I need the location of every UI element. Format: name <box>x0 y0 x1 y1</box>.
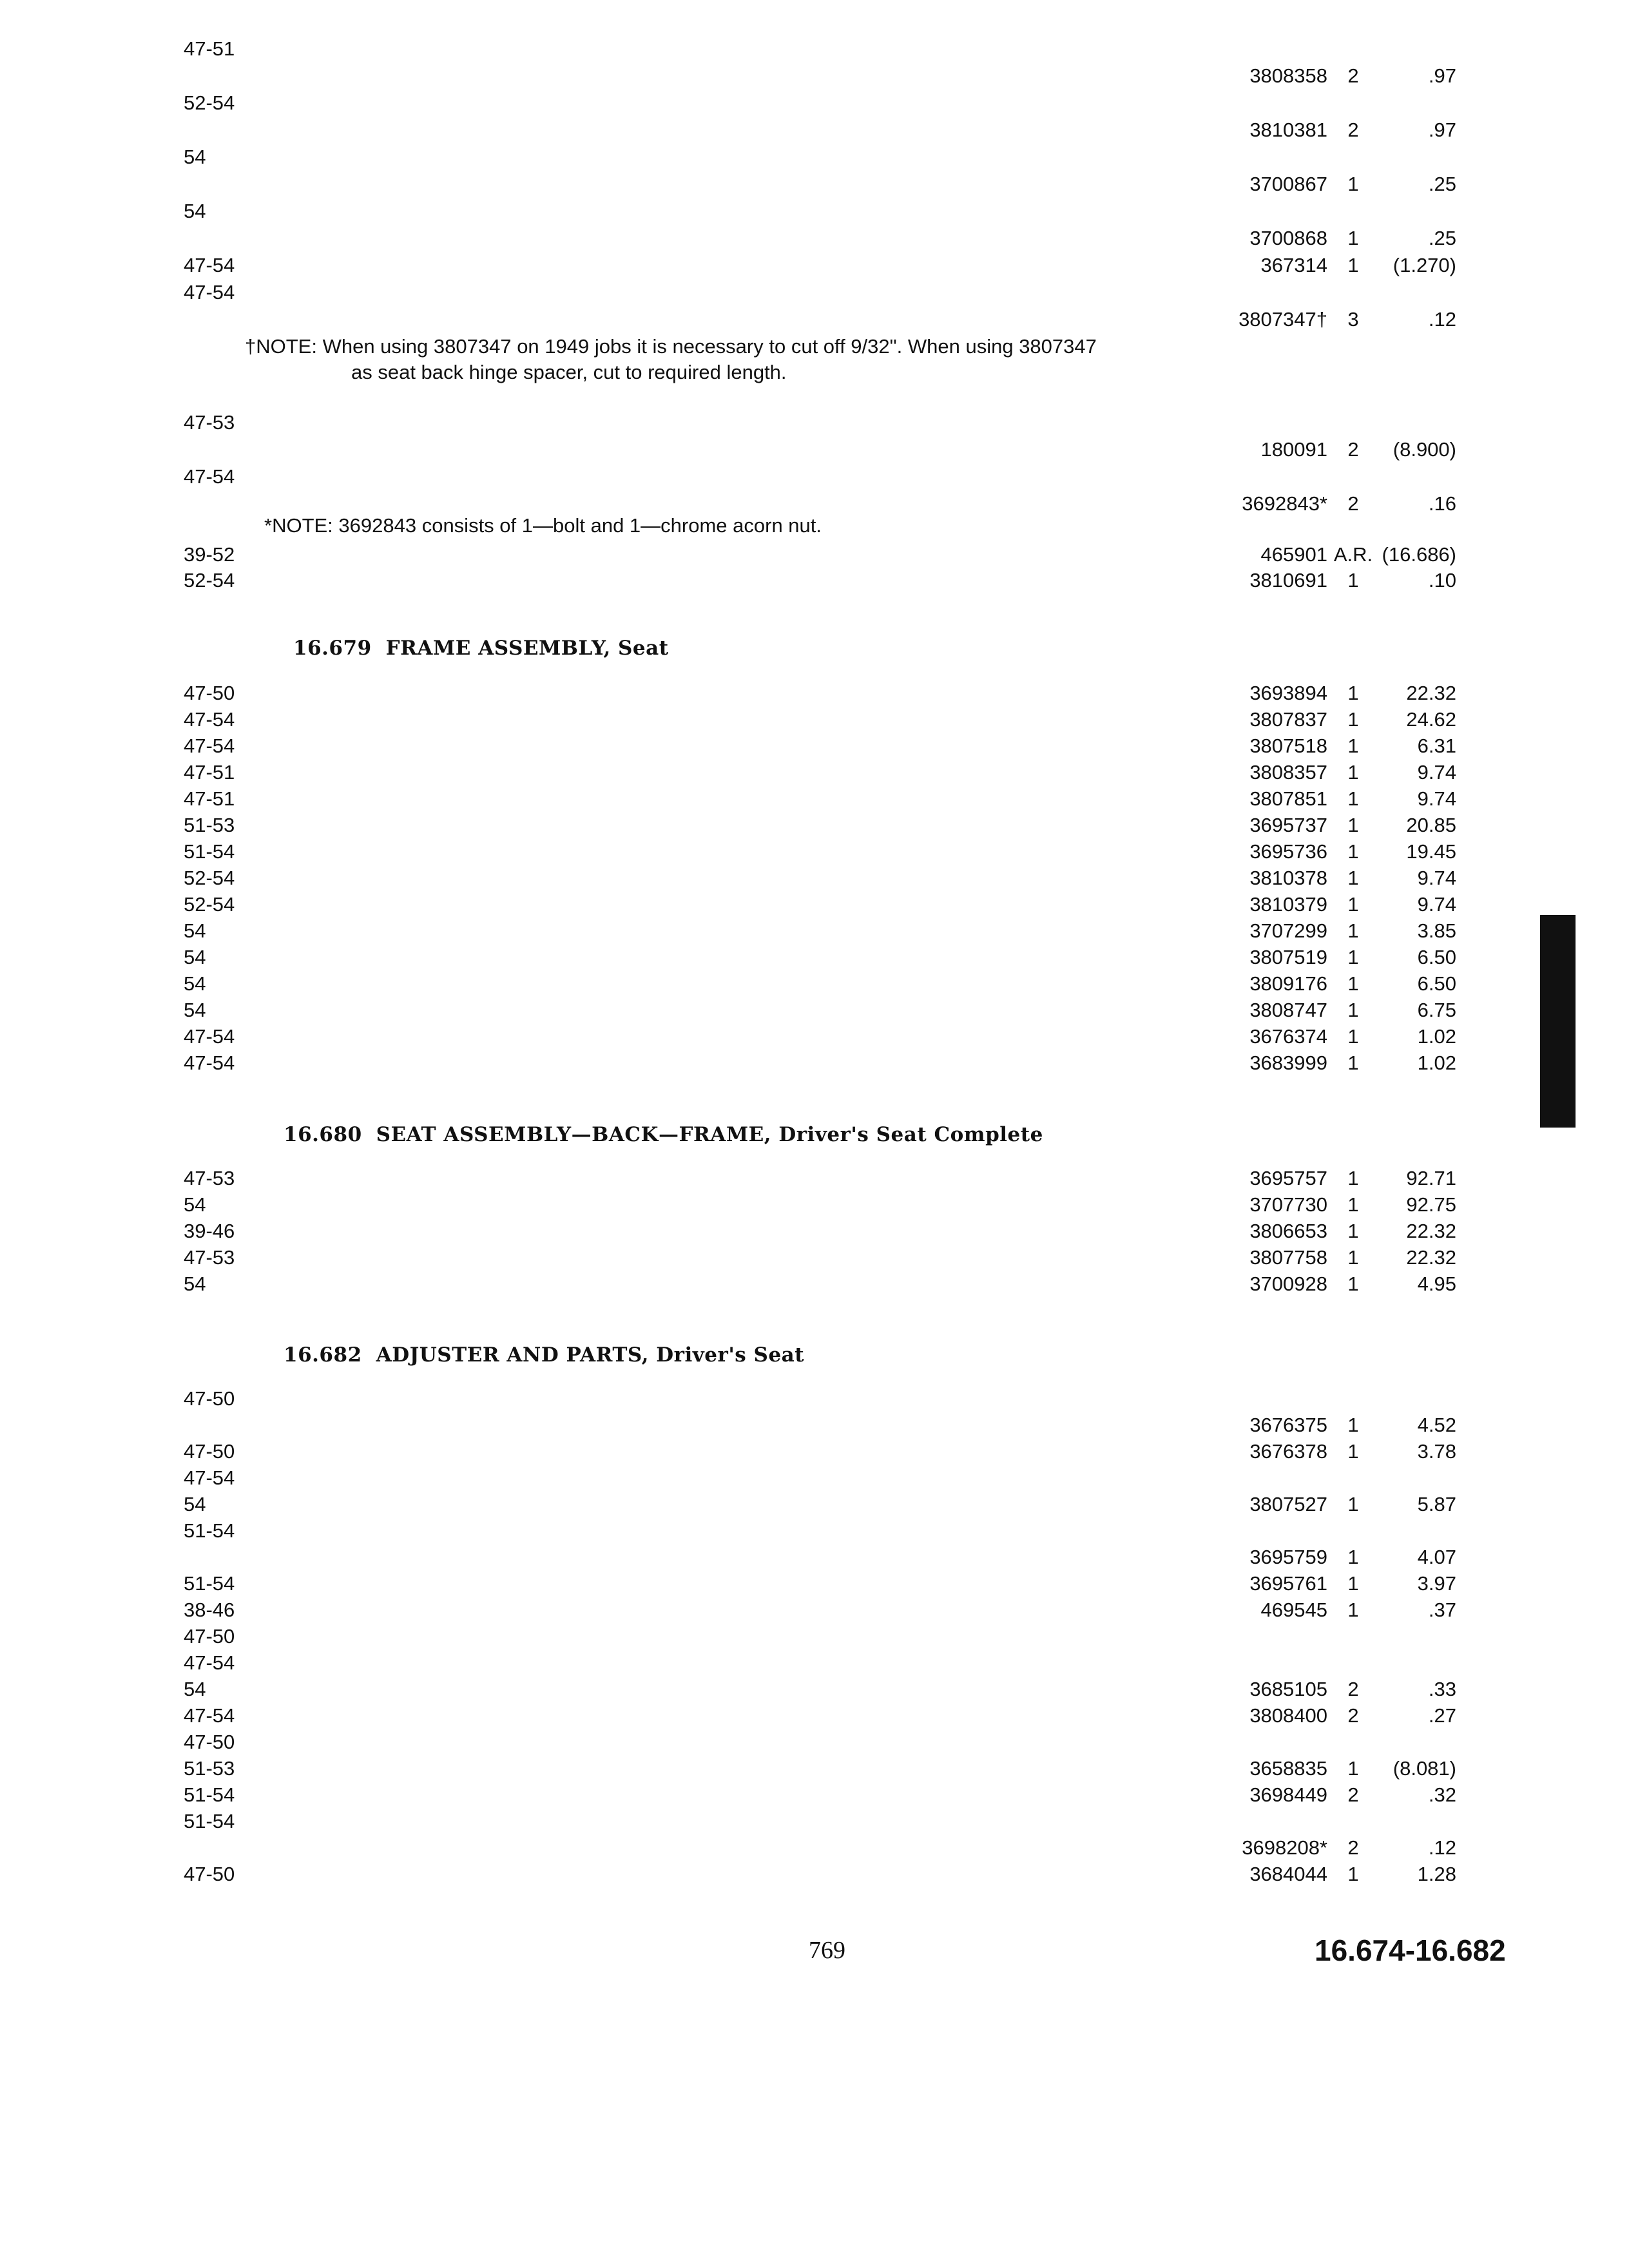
table-row <box>0 117 1629 144</box>
table-row <box>0 1491 1629 1518</box>
table-row <box>0 997 1629 1024</box>
years-cell: 54 <box>184 1193 206 1216</box>
part-number: 3695736 <box>1249 840 1327 863</box>
table-row <box>0 680 1629 707</box>
price: 9.74 <box>1417 867 1456 889</box>
years-cell: 51-53 <box>184 1757 235 1780</box>
table-row <box>0 1702 1629 1729</box>
price: 5.87 <box>1417 1493 1456 1515</box>
price: .25 <box>1428 227 1456 249</box>
table-row <box>0 436 1629 463</box>
years-cell: 47-54 <box>184 1466 235 1489</box>
quantity: 1 <box>1347 1246 1359 1269</box>
quantity: 1 <box>1347 761 1359 783</box>
price: (16.686) <box>1382 543 1456 566</box>
table-row <box>0 35 1629 62</box>
years-cell: 47-54 <box>184 735 235 757</box>
table-row <box>0 1570 1629 1597</box>
quantity: 1 <box>1347 173 1359 195</box>
years-cell: 47-54 <box>184 281 235 303</box>
part-number: 3807851 <box>1249 787 1327 810</box>
price: 1.02 <box>1417 1052 1456 1074</box>
part-number: 3806653 <box>1249 1220 1327 1242</box>
price: 20.85 <box>1406 814 1456 836</box>
years-cell: 51-54 <box>184 840 235 863</box>
part-number: 3685105 <box>1249 1678 1327 1700</box>
years-cell: 54 <box>184 919 206 942</box>
years-cell: 38-46 <box>184 1599 235 1621</box>
table-row <box>0 1517 1629 1544</box>
part-number: 3700868 <box>1249 227 1327 249</box>
note-3807347-line2: as seat back hinge spacer, cut to required length. <box>351 361 787 383</box>
years-cell: 47-54 <box>184 1052 235 1074</box>
years-cell: 54 <box>184 972 206 995</box>
price: 19.45 <box>1406 840 1456 863</box>
quantity: 1 <box>1347 1863 1359 1885</box>
table-row <box>0 1244 1629 1271</box>
quantity: 1 <box>1347 227 1359 249</box>
price: (8.081) <box>1393 1757 1456 1780</box>
table-row <box>0 733 1629 760</box>
table-row <box>0 865 1629 892</box>
quantity: 1 <box>1347 1572 1359 1595</box>
price: 1.28 <box>1417 1863 1456 1885</box>
part-number: 3683999 <box>1249 1052 1327 1074</box>
years-cell: 54 <box>184 146 206 168</box>
price: 22.32 <box>1406 682 1456 704</box>
page-number: 769 <box>809 1937 845 1964</box>
years-cell: 47-51 <box>184 37 235 60</box>
price: 92.71 <box>1406 1167 1456 1189</box>
table-row <box>0 1165 1629 1192</box>
part-number: 3707299 <box>1249 919 1327 942</box>
price: .27 <box>1428 1704 1456 1727</box>
years-cell: 47-54 <box>184 708 235 731</box>
years-cell: 47-53 <box>184 411 235 434</box>
years-cell: 47-50 <box>184 1731 235 1753</box>
part-number: 3676378 <box>1249 1440 1327 1463</box>
quantity: 1 <box>1347 867 1359 889</box>
table-row <box>0 62 1629 90</box>
section-number: 16.680 <box>284 1123 362 1146</box>
part-number: 3810378 <box>1249 867 1327 889</box>
table-row <box>0 252 1629 279</box>
quantity: 1 <box>1347 1167 1359 1189</box>
table-row <box>0 1385 1629 1412</box>
part-number: 469545 <box>1260 1599 1327 1621</box>
section-heading-16-680 <box>284 1123 1043 1146</box>
price: 9.74 <box>1417 787 1456 810</box>
part-number: 3684044 <box>1249 1863 1327 1885</box>
quantity: 1 <box>1347 787 1359 810</box>
price: .32 <box>1428 1783 1456 1806</box>
years-cell: 47-54 <box>184 1025 235 1048</box>
quantity: 2 <box>1347 438 1359 461</box>
quantity: 1 <box>1347 972 1359 995</box>
price: .16 <box>1428 492 1456 515</box>
price: .33 <box>1428 1678 1456 1700</box>
part-number: 3807837 <box>1249 708 1327 731</box>
part-number: 3808747 <box>1249 999 1327 1021</box>
part-number: 3807758 <box>1249 1246 1327 1269</box>
quantity: 1 <box>1347 1273 1359 1295</box>
section-title: ADJUSTER AND PARTS, Driver's Seat <box>376 1343 805 1367</box>
price: 92.75 <box>1406 1193 1456 1216</box>
years-cell: 51-53 <box>184 814 235 836</box>
table-row <box>0 279 1629 306</box>
years-cell: 39-46 <box>184 1220 235 1242</box>
quantity: 1 <box>1347 999 1359 1021</box>
price: 4.95 <box>1417 1273 1456 1295</box>
years-cell: 39-52 <box>184 543 235 566</box>
price: .97 <box>1428 64 1456 87</box>
quantity: 2 <box>1347 1704 1359 1727</box>
part-number: 3698208* <box>1242 1836 1327 1859</box>
quantity: 1 <box>1347 708 1359 731</box>
quantity: 2 <box>1347 119 1359 141</box>
quantity: 1 <box>1347 840 1359 863</box>
years-cell: 47-53 <box>184 1167 235 1189</box>
part-number: 3693894 <box>1249 682 1327 704</box>
part-number: 3810381 <box>1249 119 1327 141</box>
part-number: 3695737 <box>1249 814 1327 836</box>
table-row <box>0 759 1629 786</box>
table-row <box>0 1834 1629 1861</box>
thumb-index-tab <box>1540 915 1576 1128</box>
price: 3.85 <box>1417 919 1456 942</box>
part-number: 3695761 <box>1249 1572 1327 1595</box>
table-row <box>0 1438 1629 1465</box>
years-cell: 52-54 <box>184 893 235 916</box>
part-number: 3676375 <box>1249 1414 1327 1436</box>
quantity: 3 <box>1347 308 1359 331</box>
table-row <box>0 785 1629 812</box>
table-row <box>0 1755 1629 1782</box>
years-cell: 54 <box>184 1273 206 1295</box>
years-cell: 47-54 <box>184 1651 235 1674</box>
part-number: 3808357 <box>1249 761 1327 783</box>
section-heading-16-679 <box>293 637 669 660</box>
price: 22.32 <box>1406 1220 1456 1242</box>
table-row <box>0 1218 1629 1245</box>
price: 9.74 <box>1417 761 1456 783</box>
quantity: 1 <box>1347 569 1359 591</box>
table-row <box>0 463 1629 490</box>
price: 6.75 <box>1417 999 1456 1021</box>
part-number: 3808358 <box>1249 64 1327 87</box>
table-row <box>0 1050 1629 1077</box>
section-title: SEAT ASSEMBLY—BACK—FRAME, Driver's Seat Complete <box>376 1123 1043 1146</box>
years-cell: 47-54 <box>184 465 235 488</box>
price: .12 <box>1428 308 1456 331</box>
table-row <box>0 891 1629 918</box>
table-row <box>0 970 1629 997</box>
table-row <box>0 1023 1629 1050</box>
years-cell: 47-54 <box>184 254 235 276</box>
price: .12 <box>1428 1836 1456 1859</box>
table-row <box>0 1597 1629 1624</box>
years-cell: 47-50 <box>184 1387 235 1410</box>
price: .10 <box>1428 569 1456 591</box>
years-cell: 54 <box>184 1678 206 1700</box>
years-cell: 54 <box>184 1493 206 1515</box>
section-number: 16.682 <box>284 1343 362 1367</box>
price: 1.02 <box>1417 1025 1456 1048</box>
part-number: 3808400 <box>1249 1704 1327 1727</box>
price: (8.900) <box>1393 438 1456 461</box>
years-cell: 47-50 <box>184 682 235 704</box>
quantity: 1 <box>1347 254 1359 276</box>
quantity: 1 <box>1347 1599 1359 1621</box>
quantity: 1 <box>1347 814 1359 836</box>
quantity: 1 <box>1347 1546 1359 1568</box>
note-3692843: *NOTE: 3692843 consists of 1—bolt and 1—chrome acorn nut. <box>264 514 822 537</box>
price: 6.31 <box>1417 735 1456 757</box>
quantity: 1 <box>1347 1493 1359 1515</box>
table-row <box>0 706 1629 733</box>
part-number: 3658835 <box>1249 1757 1327 1780</box>
table-row <box>0 1271 1629 1298</box>
quantity: 2 <box>1347 1836 1359 1859</box>
part-number: 465901 <box>1260 543 1327 566</box>
part-number: 3810691 <box>1249 569 1327 591</box>
quantity: 2 <box>1347 64 1359 87</box>
section-heading-16-682 <box>284 1343 804 1367</box>
years-cell: 54 <box>184 999 206 1021</box>
table-row <box>0 1676 1629 1703</box>
note-3807347-line1: †NOTE: When using 3807347 on 1949 jobs it is necessary to cut off 9/32". When using 3807347 <box>245 335 1097 358</box>
table-row <box>0 306 1629 333</box>
price: 24.62 <box>1406 708 1456 731</box>
part-number: 3700867 <box>1249 173 1327 195</box>
quantity: 1 <box>1347 1440 1359 1463</box>
years-cell: 54 <box>184 946 206 968</box>
price: 22.32 <box>1406 1246 1456 1269</box>
price: (1.270) <box>1393 254 1456 276</box>
table-row <box>0 1861 1629 1888</box>
quantity: 1 <box>1347 1052 1359 1074</box>
table-row <box>0 1729 1629 1756</box>
years-cell: 52-54 <box>184 867 235 889</box>
table-row <box>0 1412 1629 1439</box>
table-row <box>0 838 1629 865</box>
part-number: 3810379 <box>1249 893 1327 916</box>
table-row <box>0 567 1629 594</box>
quantity: 2 <box>1347 1678 1359 1700</box>
part-number: 3807519 <box>1249 946 1327 968</box>
quantity: 1 <box>1347 1220 1359 1242</box>
years-cell: 52-54 <box>184 569 235 591</box>
section-title: FRAME ASSEMBLY, Seat <box>385 637 669 660</box>
quantity: 1 <box>1347 1193 1359 1216</box>
table-row <box>0 1808 1629 1835</box>
price: 9.74 <box>1417 893 1456 916</box>
years-cell: 51-54 <box>184 1783 235 1806</box>
years-cell: 51-54 <box>184 1519 235 1542</box>
price: 6.50 <box>1417 946 1456 968</box>
quantity: 1 <box>1347 735 1359 757</box>
price: 3.78 <box>1417 1440 1456 1463</box>
table-row <box>0 918 1629 945</box>
quantity: 1 <box>1347 919 1359 942</box>
quantity: 1 <box>1347 893 1359 916</box>
quantity: 2 <box>1347 1783 1359 1806</box>
table-row <box>0 541 1629 568</box>
table-row <box>0 1544 1629 1571</box>
price: .37 <box>1428 1599 1456 1621</box>
years-cell: 47-51 <box>184 787 235 810</box>
years-cell: 47-50 <box>184 1440 235 1463</box>
price: .25 <box>1428 173 1456 195</box>
years-cell: 47-53 <box>184 1246 235 1269</box>
table-row <box>0 171 1629 198</box>
section-number: 16.679 <box>293 637 372 660</box>
table-row <box>0 144 1629 171</box>
part-number: 3695757 <box>1249 1167 1327 1189</box>
part-number: 3809176 <box>1249 972 1327 995</box>
part-number: 367314 <box>1260 254 1327 276</box>
part-number: 3707730 <box>1249 1193 1327 1216</box>
quantity: 1 <box>1347 1414 1359 1436</box>
part-number: 3807527 <box>1249 1493 1327 1515</box>
part-number: 180091 <box>1260 438 1327 461</box>
table-row <box>0 1623 1629 1650</box>
table-row <box>0 1191 1629 1218</box>
table-row <box>0 1649 1629 1677</box>
price: 4.52 <box>1417 1414 1456 1436</box>
years-cell: 47-50 <box>184 1863 235 1885</box>
price: 3.97 <box>1417 1572 1456 1595</box>
table-row <box>0 90 1629 117</box>
part-number: 3676374 <box>1249 1025 1327 1048</box>
quantity: 2 <box>1347 492 1359 515</box>
years-cell: 51-54 <box>184 1572 235 1595</box>
part-number: 3807347† <box>1239 308 1327 331</box>
quantity: A.R. <box>1333 543 1373 566</box>
table-row <box>0 409 1629 436</box>
table-row <box>0 1465 1629 1492</box>
price: 4.07 <box>1417 1546 1456 1568</box>
quantity: 1 <box>1347 1757 1359 1780</box>
price: 6.50 <box>1417 972 1456 995</box>
years-cell: 47-51 <box>184 761 235 783</box>
quantity: 1 <box>1347 946 1359 968</box>
years-cell: 54 <box>184 200 206 222</box>
table-row <box>0 198 1629 225</box>
table-row <box>0 944 1629 971</box>
table-row <box>0 225 1629 252</box>
quantity: 1 <box>1347 682 1359 704</box>
years-cell: 47-54 <box>184 1704 235 1727</box>
table-row <box>0 812 1629 839</box>
years-cell: 51-54 <box>184 1810 235 1832</box>
table-row <box>0 1782 1629 1809</box>
price: .97 <box>1428 119 1456 141</box>
part-number: 3698449 <box>1249 1783 1327 1806</box>
part-number: 3692843* <box>1242 492 1327 515</box>
years-cell: 47-50 <box>184 1625 235 1648</box>
part-number: 3695759 <box>1249 1546 1327 1568</box>
section-range: 16.674-16.682 <box>1315 1934 1506 1967</box>
part-number: 3700928 <box>1249 1273 1327 1295</box>
quantity: 1 <box>1347 1025 1359 1048</box>
part-number: 3807518 <box>1249 735 1327 757</box>
years-cell: 52-54 <box>184 91 235 114</box>
